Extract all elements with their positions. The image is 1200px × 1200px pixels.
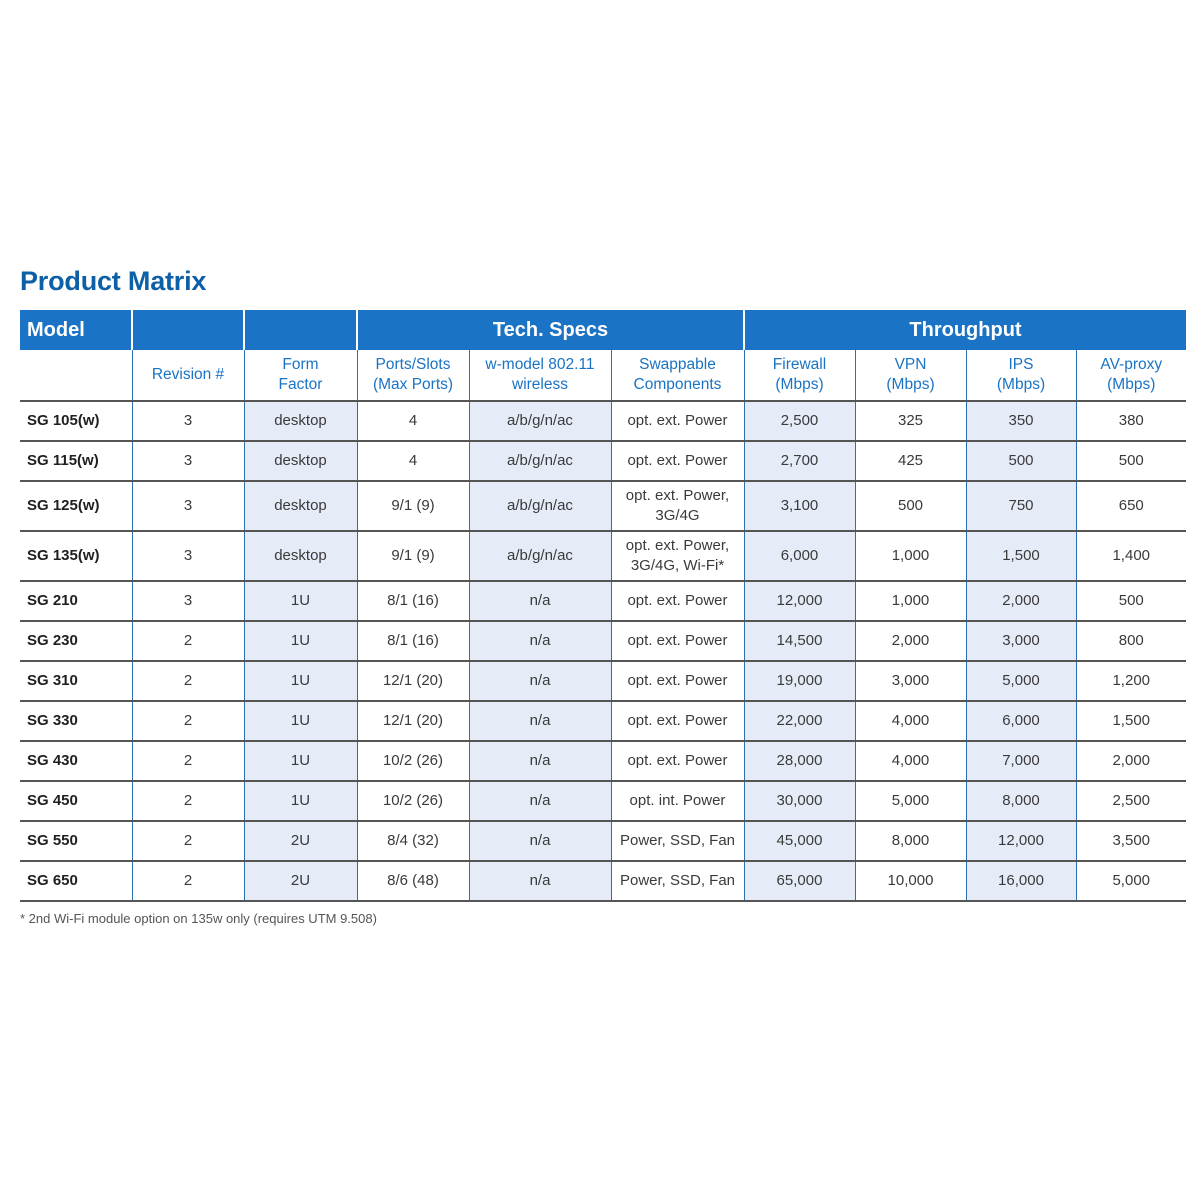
firewall-cell: 22,000: [744, 701, 855, 741]
av-proxy-cell: 1,400: [1076, 531, 1186, 581]
column-label-line: Ports/Slots: [375, 356, 451, 373]
table-row: [20, 401, 1186, 441]
firewall-cell: 6,000: [744, 531, 855, 581]
av-proxy-cell: 800: [1076, 621, 1186, 661]
ips-cell: 1,500: [966, 531, 1076, 581]
ips-cell: 500: [966, 441, 1076, 481]
firewall-cell: 3,100: [744, 481, 855, 531]
firewall-cell: 28,000: [744, 741, 855, 781]
form-factor-cell: 1U: [244, 701, 357, 741]
wireless-cell: n/a: [469, 741, 611, 781]
table-row: [20, 821, 1186, 861]
components-cell: opt. ext. Power: [611, 701, 744, 741]
ips-cell: 750: [966, 481, 1076, 531]
components-cell: Power, SSD, Fan: [611, 861, 744, 901]
column-label-line: Form: [282, 356, 319, 373]
ports-cell: 8/6 (48): [357, 861, 469, 901]
ports-cell: 8/1 (16): [357, 621, 469, 661]
components-cell: opt. ext. Power, 3G/4G, Wi-Fi*: [611, 531, 744, 581]
column-label-line: AV-proxy: [1100, 356, 1163, 373]
revision-cell: 2: [132, 621, 244, 661]
column-label-line: Factor: [278, 376, 323, 393]
ips-cell: 7,000: [966, 741, 1076, 781]
wireless-cell: n/a: [469, 821, 611, 861]
vpn-cell: 4,000: [855, 701, 966, 741]
model-cell: SG 125(w): [20, 481, 132, 531]
table-row: [20, 701, 1186, 741]
ports-cell: 9/1 (9): [357, 481, 469, 531]
table-row: [20, 581, 1186, 621]
vpn-cell: 425: [855, 441, 966, 481]
ips-cell: 6,000: [966, 701, 1076, 741]
revision-cell: 2: [132, 741, 244, 781]
vpn-cell: 1,000: [855, 581, 966, 621]
column-label-revision: [132, 350, 244, 401]
revision-cell: 2: [132, 821, 244, 861]
form-factor-cell: 2U: [244, 861, 357, 901]
ports-cell: 4: [357, 401, 469, 441]
column-label-form-factor: [244, 350, 357, 401]
av-proxy-cell: 1,500: [1076, 701, 1186, 741]
av-proxy-cell: 650: [1076, 481, 1186, 531]
model-cell: SG 650: [20, 861, 132, 901]
table-row: [20, 441, 1186, 481]
revision-cell: 3: [132, 531, 244, 581]
product-matrix-table: [20, 310, 1186, 902]
column-label-firewall: [744, 350, 855, 401]
footnote: * 2nd Wi-Fi module option on 135w only (requires UTM 9.508): [20, 911, 377, 926]
model-cell: SG 135(w): [20, 531, 132, 581]
wireless-cell: n/a: [469, 701, 611, 741]
vpn-cell: 5,000: [855, 781, 966, 821]
ips-cell: 350: [966, 401, 1076, 441]
revision-cell: 2: [132, 861, 244, 901]
model-cell: SG 550: [20, 821, 132, 861]
components-cell: opt. ext. Power: [611, 741, 744, 781]
column-label-line: Revision #: [151, 366, 225, 383]
wireless-cell: n/a: [469, 661, 611, 701]
firewall-cell: 2,700: [744, 441, 855, 481]
table-row: [20, 861, 1186, 901]
ports-cell: 12/1 (20): [357, 701, 469, 741]
table-row: [20, 781, 1186, 821]
revision-cell: 3: [132, 401, 244, 441]
model-header: Model: [20, 310, 132, 350]
throughput-header: Throughput: [744, 310, 1186, 350]
form-factor-cell: 1U: [244, 621, 357, 661]
ips-cell: 12,000: [966, 821, 1076, 861]
firewall-cell: 14,500: [744, 621, 855, 661]
ports-cell: 12/1 (20): [357, 661, 469, 701]
column-label-av-proxy: [1076, 350, 1186, 401]
revision-cell: 2: [132, 701, 244, 741]
components-cell: opt. ext. Power: [611, 581, 744, 621]
model-cell: SG 310: [20, 661, 132, 701]
revision-cell: 3: [132, 581, 244, 621]
form-factor-cell: 1U: [244, 661, 357, 701]
revision-cell: 3: [132, 441, 244, 481]
av-proxy-cell: 2,000: [1076, 741, 1186, 781]
ports-cell: 10/2 (26): [357, 781, 469, 821]
model-cell: SG 330: [20, 701, 132, 741]
form-factor-cell: desktop: [244, 401, 357, 441]
firewall-cell: 12,000: [744, 581, 855, 621]
form-factor-cell: 1U: [244, 741, 357, 781]
form-factor-cell: desktop: [244, 531, 357, 581]
av-proxy-cell: 5,000: [1076, 861, 1186, 901]
ips-cell: 2,000: [966, 581, 1076, 621]
vpn-cell: 8,000: [855, 821, 966, 861]
av-proxy-cell: 1,200: [1076, 661, 1186, 701]
blank-header-form: [244, 310, 357, 350]
column-label-line: (Mbps): [996, 376, 1046, 393]
components-cell: opt. ext. Power: [611, 441, 744, 481]
model-cell: SG 115(w): [20, 441, 132, 481]
form-factor-cell: 2U: [244, 821, 357, 861]
vpn-cell: 3,000: [855, 661, 966, 701]
av-proxy-cell: 3,500: [1076, 821, 1186, 861]
revision-cell: 3: [132, 481, 244, 531]
page-title: Product Matrix: [20, 266, 207, 296]
firewall-cell: 2,500: [744, 401, 855, 441]
revision-cell: 2: [132, 781, 244, 821]
column-label-line: Components: [633, 376, 722, 393]
ips-cell: 3,000: [966, 621, 1076, 661]
form-factor-cell: 1U: [244, 581, 357, 621]
firewall-cell: 30,000: [744, 781, 855, 821]
components-cell: opt. ext. Power: [611, 401, 744, 441]
table-row: [20, 741, 1186, 781]
form-factor-cell: desktop: [244, 481, 357, 531]
ips-cell: 16,000: [966, 861, 1076, 901]
wireless-cell: n/a: [469, 621, 611, 661]
wireless-cell: a/b/g/n/ac: [469, 401, 611, 441]
components-cell: opt. ext. Power, 3G/4G: [611, 481, 744, 531]
column-label-wireless: [469, 350, 611, 401]
group-header-row: [20, 310, 1186, 350]
av-proxy-cell: 2,500: [1076, 781, 1186, 821]
vpn-cell: 4,000: [855, 741, 966, 781]
av-proxy-cell: 500: [1076, 581, 1186, 621]
wireless-cell: a/b/g/n/ac: [469, 441, 611, 481]
model-cell: SG 105(w): [20, 401, 132, 441]
wireless-cell: n/a: [469, 861, 611, 901]
form-factor-cell: 1U: [244, 781, 357, 821]
model-cell: SG 430: [20, 741, 132, 781]
ips-cell: 8,000: [966, 781, 1076, 821]
components-cell: opt. int. Power: [611, 781, 744, 821]
model-cell: SG 450: [20, 781, 132, 821]
model-cell: SG 210: [20, 581, 132, 621]
column-label-line: (Mbps): [886, 376, 935, 393]
column-label-line: wireless: [512, 376, 568, 393]
blank-header-revision: [132, 310, 244, 350]
firewall-cell: 65,000: [744, 861, 855, 901]
column-label-row: [20, 350, 1186, 401]
column-label-vpn: [855, 350, 966, 401]
column-label-line: (Max Ports): [372, 376, 454, 393]
column-label-line: Firewall: [772, 356, 827, 373]
components-cell: Power, SSD, Fan: [611, 821, 744, 861]
column-label-swappable-components: [611, 350, 744, 401]
wireless-cell: n/a: [469, 781, 611, 821]
table-row: [20, 661, 1186, 701]
column-label-line: IPS: [1008, 356, 1034, 373]
ports-cell: 4: [357, 441, 469, 481]
table-row: [20, 531, 1186, 581]
components-cell: opt. ext. Power: [611, 661, 744, 701]
ports-cell: 10/2 (26): [357, 741, 469, 781]
wireless-cell: a/b/g/n/ac: [469, 481, 611, 531]
ports-cell: 9/1 (9): [357, 531, 469, 581]
column-label-line: (Mbps): [775, 376, 824, 393]
wireless-cell: a/b/g/n/ac: [469, 531, 611, 581]
model-cell: SG 230: [20, 621, 132, 661]
column-label-line: w-model 802.11: [485, 356, 595, 373]
vpn-cell: 10,000: [855, 861, 966, 901]
column-label-line: VPN: [894, 356, 927, 373]
firewall-cell: 19,000: [744, 661, 855, 701]
tech-specs-header: Tech. Specs: [357, 310, 744, 350]
firewall-cell: 45,000: [744, 821, 855, 861]
form-factor-cell: desktop: [244, 441, 357, 481]
matrix-body: [20, 401, 1186, 901]
revision-cell: 2: [132, 661, 244, 701]
components-cell: opt. ext. Power: [611, 621, 744, 661]
vpn-cell: 500: [855, 481, 966, 531]
column-label-line: (Mbps): [1107, 376, 1156, 393]
av-proxy-cell: 380: [1076, 401, 1186, 441]
column-label-ports-slots: [357, 350, 469, 401]
column-label-ips: [966, 350, 1076, 401]
table-row: [20, 481, 1186, 531]
vpn-cell: 2,000: [855, 621, 966, 661]
av-proxy-cell: 500: [1076, 441, 1186, 481]
ips-cell: 5,000: [966, 661, 1076, 701]
table-row: [20, 621, 1186, 661]
column-label-line: Swappable: [639, 356, 716, 373]
vpn-cell: 1,000: [855, 531, 966, 581]
wireless-cell: n/a: [469, 581, 611, 621]
column-label-model-blank: [20, 350, 132, 401]
vpn-cell: 325: [855, 401, 966, 441]
ports-cell: 8/1 (16): [357, 581, 469, 621]
ports-cell: 8/4 (32): [357, 821, 469, 861]
